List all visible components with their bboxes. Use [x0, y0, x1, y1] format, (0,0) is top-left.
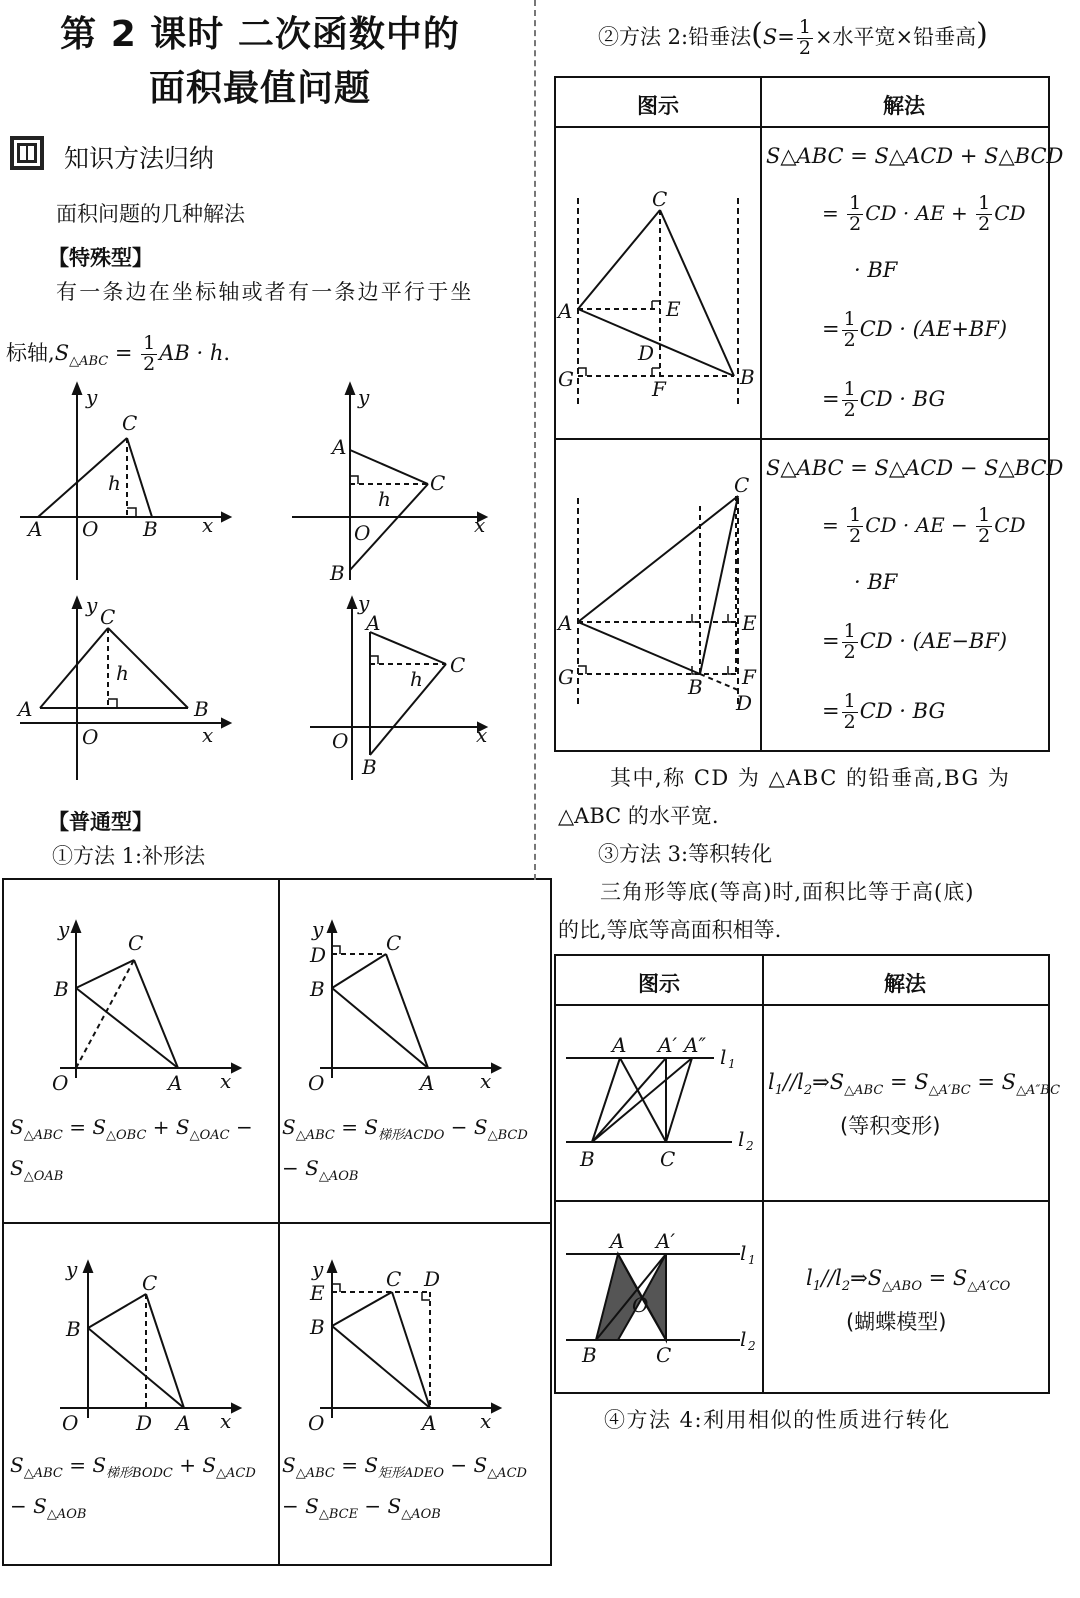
solution-2-line2: = $\frac{1}{2}$ CD · AE − $\frac{1}{2}$ CD — [822, 504, 1026, 547]
svg-text:l: l — [740, 1327, 747, 1351]
svg-text:O: O — [632, 1293, 649, 1317]
svg-text:y: y — [66, 1257, 78, 1281]
svg-text:C: C — [386, 1267, 402, 1291]
svg-text:D: D — [310, 943, 327, 967]
svg-text:y: y — [312, 917, 324, 941]
svg-text:A: A — [18, 697, 33, 721]
graph-m1-2 — [300, 910, 530, 1095]
solution-1-line4: = $\frac{1}{2}$ CD · (AE+BF) — [822, 308, 1008, 351]
svg-text:l: l — [738, 1127, 745, 1151]
svg-text:A: A — [176, 1411, 191, 1435]
method3-text1: 三角形等底(等高)时,面积比等于高(底) — [600, 880, 975, 904]
svg-text:B: B — [740, 365, 755, 389]
svg-text:h: h — [410, 667, 423, 691]
svg-text:F: F — [652, 377, 666, 401]
svg-text:B: B — [362, 755, 377, 779]
svg-text:x: x — [476, 723, 488, 747]
method2-heading: ②方法 2:铅垂法(S= $\frac{1}{2}$ ×水平宽×铅垂高) — [598, 16, 988, 59]
svg-text:C: C — [660, 1147, 676, 1171]
svg-text:O: O — [308, 1411, 325, 1435]
svg-text:2: 2 — [746, 1139, 754, 1153]
note-line2: △ABC 的水平宽. — [558, 804, 719, 828]
svg-text:A: A — [612, 1033, 627, 1057]
svg-text:A: A — [558, 299, 573, 323]
svg-text:A″: A″ — [684, 1033, 706, 1057]
svg-text:l: l — [720, 1045, 727, 1069]
svg-text:O: O — [354, 521, 371, 545]
column-divider — [534, 0, 536, 880]
svg-text:C: C — [652, 187, 668, 211]
svg-text:x: x — [202, 723, 214, 747]
graph-vertical-1 — [556, 180, 760, 420]
formula-m1-4: $S_{\triangle ABC} = S_{矩形ADEO} - S_{\triangle ACD} - S_{\triangle BCE} - S_{\triangle AOB}$ — [282, 1453, 527, 1522]
svg-text:G: G — [558, 665, 574, 689]
butterfly-formula: $l_1//l_2\Rightarrow S_{\triangle ABO} = S_{\triangle A'CO}$ — [806, 1266, 1011, 1295]
svg-text:h: h — [116, 661, 129, 685]
svg-text:h: h — [378, 487, 391, 511]
butterfly-note: (蝴蝶模型) — [846, 1310, 947, 1334]
equal-area-formula: $l_1//l_2\Rightarrow S_{\triangle ABC} = S_{\triangle A'BC} = S_{\triangle A''BC}$ — [768, 1070, 1061, 1099]
svg-text:y: y — [358, 385, 370, 409]
svg-text:B: B — [54, 977, 69, 1001]
svg-text:D: D — [136, 1411, 153, 1435]
svg-text:O: O — [332, 729, 349, 753]
svg-text:h: h — [108, 471, 121, 495]
special-text-2: 标轴$,S_{\triangle ABC}$ = $\frac{1}{2}$ AB · h. — [6, 332, 231, 375]
svg-text:D: D — [424, 1267, 441, 1291]
svg-text:O: O — [62, 1411, 79, 1435]
svg-text:A′: A′ — [658, 1033, 677, 1057]
svg-text:y: y — [86, 593, 98, 617]
svg-text:O: O — [82, 517, 99, 541]
equal-area-note: (等积变形) — [840, 1114, 941, 1138]
svg-text:C: C — [122, 411, 138, 435]
svg-text:A: A — [28, 517, 43, 541]
solution-2-line1: S△ABC = S△ACD − S△BCD — [766, 456, 1064, 480]
svg-text:A: A — [332, 435, 347, 459]
graph-butterfly — [556, 1222, 762, 1372]
svg-text:C: C — [430, 471, 446, 495]
table1-header-figure: 图示 — [637, 94, 679, 118]
svg-text:B: B — [310, 1315, 325, 1339]
svg-text:C: C — [450, 653, 466, 677]
svg-text:B: B — [688, 675, 703, 699]
svg-text:C: C — [128, 931, 144, 955]
graph-special-3 — [0, 590, 260, 790]
svg-text:E: E — [666, 297, 681, 321]
svg-text:C: C — [100, 605, 116, 629]
svg-text:x: x — [220, 1409, 232, 1433]
svg-text:E: E — [310, 1281, 325, 1305]
svg-text:l: l — [740, 1241, 747, 1265]
svg-text:y: y — [312, 1257, 324, 1281]
svg-text:x: x — [480, 1409, 492, 1433]
svg-text:D: D — [638, 341, 655, 365]
svg-text:A: A — [420, 1071, 435, 1095]
svg-text:B: B — [582, 1343, 597, 1367]
graph-equal-area — [556, 1030, 762, 1180]
solution-1-line3: · BF — [854, 258, 898, 282]
graph-special-1 — [0, 380, 260, 590]
svg-text:G: G — [558, 367, 574, 391]
svg-text:C: C — [386, 931, 402, 955]
special-text-1: 有一条边在坐标轴或者有一条边平行于坐 — [56, 280, 474, 304]
page-title-line1: 第 2 课时 二次函数中的 — [60, 14, 460, 55]
svg-text:B: B — [330, 561, 345, 585]
svg-text:A: A — [558, 611, 573, 635]
svg-text:A: A — [366, 611, 381, 635]
svg-text:B: B — [194, 697, 209, 721]
graph-m1-3 — [40, 1250, 270, 1435]
solution-2-line5: = $\frac{1}{2}$ CD · BG — [822, 690, 946, 733]
svg-text:B: B — [66, 1317, 81, 1341]
graph-m1-4 — [300, 1250, 530, 1435]
book-icon — [8, 134, 46, 172]
svg-text:A: A — [168, 1071, 183, 1095]
subtitle: 面积问题的几种解法 — [56, 202, 245, 226]
svg-text:2: 2 — [748, 1339, 756, 1353]
svg-text:C: C — [142, 1271, 158, 1295]
svg-text:x: x — [474, 513, 486, 537]
svg-text:B: B — [310, 977, 325, 1001]
solution-2-line4: = $\frac{1}{2}$ CD · (AE−BF) — [822, 620, 1008, 663]
svg-text:B: B — [580, 1147, 595, 1171]
svg-text:1: 1 — [748, 1253, 756, 1267]
special-label: 【特殊型】 — [48, 246, 153, 270]
solution-1-line2: = $\frac{1}{2}$ CD · AE + $\frac{1}{2}$ CD — [822, 192, 1026, 235]
svg-text:C: C — [734, 473, 750, 497]
svg-text:x: x — [480, 1069, 492, 1093]
svg-text:C: C — [656, 1343, 672, 1367]
svg-text:O: O — [82, 725, 99, 749]
section-title: 知识方法归纳 — [64, 144, 215, 173]
graph-special-2 — [290, 380, 500, 590]
graph-vertical-2 — [556, 470, 760, 730]
svg-text:D: D — [736, 691, 753, 715]
graph-m1-1 — [40, 910, 270, 1095]
method1-heading: ①方法 1:补形法 — [52, 844, 206, 868]
svg-text:A: A — [610, 1229, 625, 1253]
svg-text:B: B — [143, 517, 158, 541]
solution-1-line1: S△ABC = S△ACD + S△BCD — [766, 144, 1064, 168]
svg-text:A: A — [422, 1411, 437, 1435]
svg-text:E: E — [742, 611, 757, 635]
svg-text:y: y — [358, 591, 370, 615]
formula-m1-1: $S_{\triangle ABC} = S_{\triangle OBC} + S_{\triangle OAC} - S_{\triangle OAB}$ — [10, 1115, 253, 1184]
svg-text:O: O — [308, 1071, 325, 1095]
note-line1: 其中,称 CD 为 △ABC 的铅垂高,BG 为 — [610, 766, 1011, 790]
graph-special-4 — [290, 590, 500, 790]
svg-text:F: F — [742, 665, 756, 689]
formula-m1-3: $S_{\triangle ABC} = S_{梯形BODC} + S_{\triangle ACD} - S_{\triangle AOB}$ — [10, 1453, 256, 1522]
svg-text:y: y — [58, 917, 70, 941]
table1-header-solution: 解法 — [883, 94, 925, 118]
table2-header-solution: 解法 — [884, 972, 926, 996]
method3-text2: 的比,等底等高面积相等. — [558, 918, 782, 942]
svg-text:y: y — [86, 385, 98, 409]
solution-1-line5: = $\frac{1}{2}$ CD · BG — [822, 378, 946, 421]
formula-m1-2: $S_{\triangle ABC} = S_{梯形ACDO} - S_{\triangle BCD} - S_{\triangle AOB}$ — [282, 1115, 528, 1184]
svg-text:x: x — [202, 513, 214, 537]
svg-text:1: 1 — [728, 1057, 736, 1071]
svg-text:x: x — [220, 1069, 232, 1093]
solution-2-line3: · BF — [854, 570, 898, 594]
page-title-line2: 面积最值问题 — [148, 68, 371, 109]
general-label: 【普通型】 — [48, 810, 153, 834]
svg-text:O: O — [52, 1071, 69, 1095]
svg-text:A′: A′ — [656, 1229, 675, 1253]
table2-header-figure: 图示 — [638, 972, 680, 996]
method3-heading: ③方法 3:等积转化 — [598, 842, 773, 866]
method4-heading: ④方法 4:利用相似的性质进行转化 — [604, 1408, 951, 1432]
